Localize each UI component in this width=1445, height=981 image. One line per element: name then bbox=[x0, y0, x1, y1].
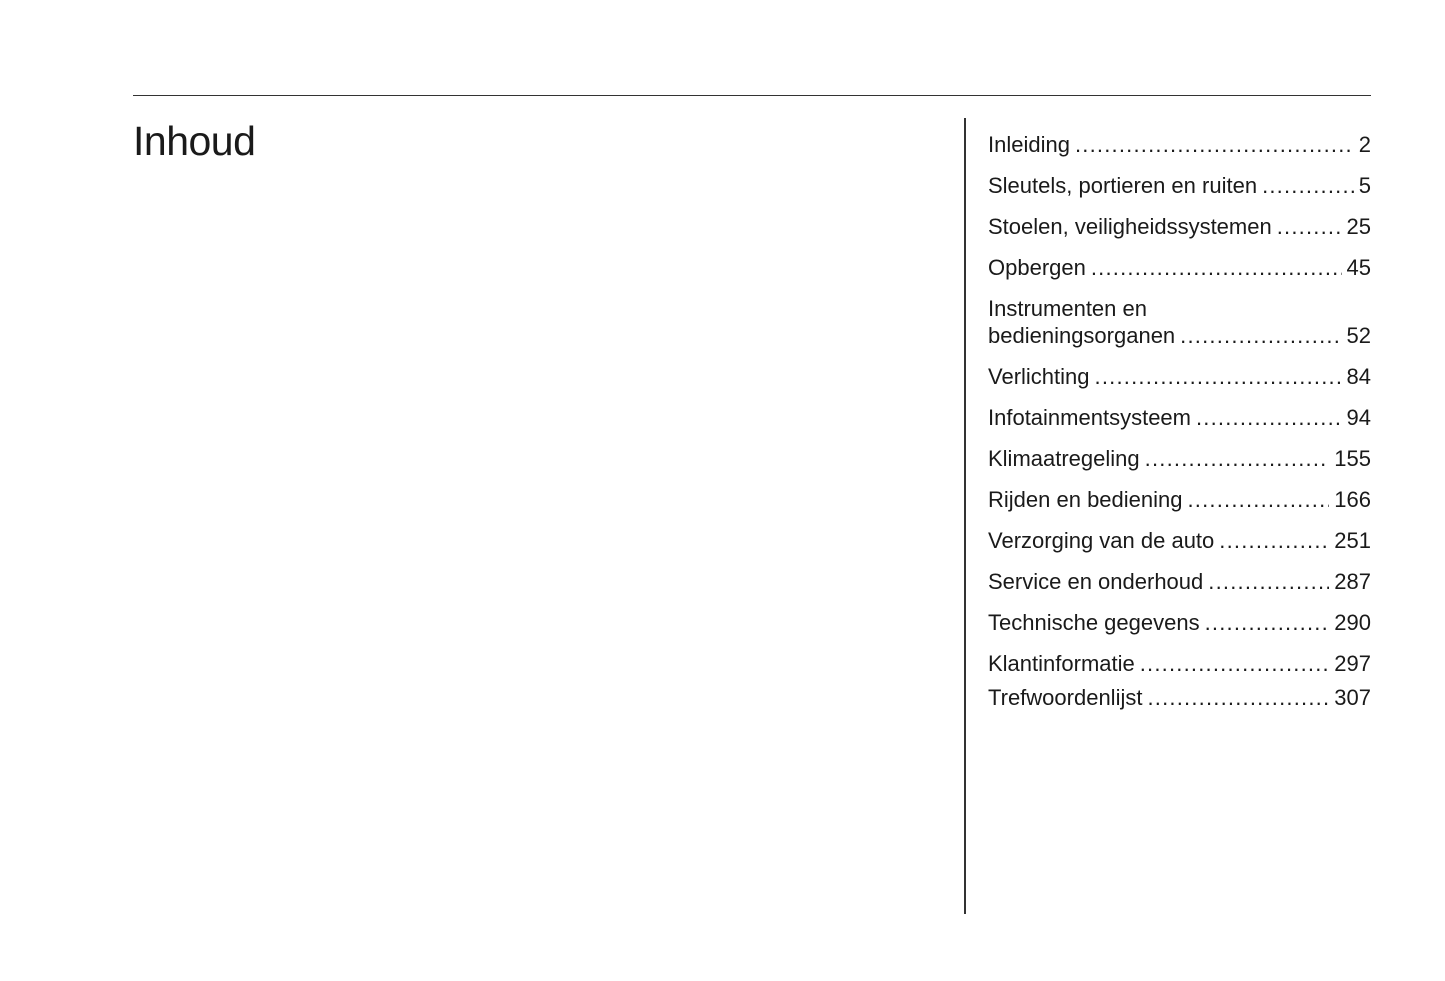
toc-item-label: Rijden en bediening bbox=[988, 487, 1183, 512]
toc-dot-leader bbox=[1147, 684, 1329, 711]
toc-page-number: 155 bbox=[1334, 446, 1371, 471]
toc-dot-leader bbox=[1188, 486, 1330, 513]
toc-item-label-line1: Instrumenten en bbox=[988, 296, 1147, 321]
top-rule bbox=[133, 95, 1371, 96]
toc-dot-leader bbox=[1145, 445, 1330, 472]
toc-item-verzorging[interactable] bbox=[988, 527, 1371, 554]
toc-dot-leader bbox=[1277, 213, 1342, 240]
toc-item-sleutels[interactable] bbox=[988, 172, 1371, 199]
toc-item-label: Trefwoordenlijst bbox=[988, 685, 1143, 710]
toc-page-number: 166 bbox=[1334, 487, 1371, 512]
toc-dot-leader bbox=[1075, 131, 1354, 158]
toc-dot-leader bbox=[1180, 322, 1341, 349]
toc-page-number: 287 bbox=[1334, 569, 1371, 594]
toc-item-trefwoordenlijst[interactable] bbox=[988, 684, 1371, 711]
toc-item-label: Service en onderhoud bbox=[988, 569, 1204, 594]
toc-dot-leader bbox=[1196, 404, 1342, 431]
toc-page-number: 297 bbox=[1334, 651, 1371, 676]
toc-item-klimaatregeling[interactable] bbox=[988, 445, 1371, 472]
toc-item-opbergen[interactable] bbox=[988, 254, 1371, 281]
toc-item-label: Stoelen, veiligheidssystemen bbox=[988, 214, 1272, 239]
toc-item-label-line2: bedieningsorganen bbox=[988, 323, 1176, 348]
toc-item-label: Sleutels, portieren en ruiten bbox=[988, 173, 1258, 198]
toc-item-service[interactable] bbox=[988, 568, 1371, 595]
toc-page-number: 251 bbox=[1334, 528, 1371, 553]
toc-page-number: 307 bbox=[1334, 685, 1371, 710]
toc-item-label: Infotainmentsysteem bbox=[988, 405, 1191, 430]
toc-item-stoelen[interactable] bbox=[988, 213, 1371, 240]
toc-page-number: 94 bbox=[1346, 405, 1371, 430]
toc-item-rijden[interactable] bbox=[988, 486, 1371, 513]
toc-dot-leader bbox=[1219, 527, 1329, 554]
toc-item-instrumenten[interactable] bbox=[988, 295, 1371, 349]
toc-page-number: 45 bbox=[1346, 255, 1371, 280]
toc-page-number: 25 bbox=[1346, 214, 1371, 239]
toc-page-number: 290 bbox=[1334, 610, 1371, 635]
toc-dot-leader bbox=[1095, 363, 1342, 390]
toc-item-label: Klantinformatie bbox=[988, 651, 1135, 676]
toc-item-line2 bbox=[988, 322, 1371, 349]
toc-dot-leader bbox=[1262, 172, 1354, 199]
toc-item-verlichting[interactable] bbox=[988, 363, 1371, 390]
toc-dot-leader bbox=[1140, 650, 1330, 677]
toc-dot-leader bbox=[1208, 568, 1329, 595]
page-title: Inhoud bbox=[133, 118, 256, 164]
toc-dot-leader bbox=[1091, 254, 1342, 281]
toc-item-label: Inleiding bbox=[988, 132, 1070, 157]
toc-page-number: 52 bbox=[1346, 323, 1371, 348]
toc-page-number: 2 bbox=[1358, 132, 1371, 157]
toc-item-inleiding[interactable] bbox=[988, 131, 1371, 158]
toc-page-number: 84 bbox=[1346, 364, 1371, 389]
toc-page-number: 5 bbox=[1358, 173, 1371, 198]
table-of-contents bbox=[988, 131, 1371, 725]
toc-item-label: Klimaatregeling bbox=[988, 446, 1140, 471]
toc-item-klantinformatie[interactable] bbox=[988, 650, 1371, 677]
toc-item-label: Verzorging van de auto bbox=[988, 528, 1215, 553]
toc-item-infotainment[interactable] bbox=[988, 404, 1371, 431]
toc-item-label: Verlichting bbox=[988, 364, 1090, 389]
toc-item-label: Opbergen bbox=[988, 255, 1086, 280]
toc-item-technische-gegevens[interactable] bbox=[988, 609, 1371, 636]
toc-item-label: Technische gegevens bbox=[988, 610, 1200, 635]
toc-dot-leader bbox=[1205, 609, 1330, 636]
column-divider bbox=[964, 118, 966, 914]
